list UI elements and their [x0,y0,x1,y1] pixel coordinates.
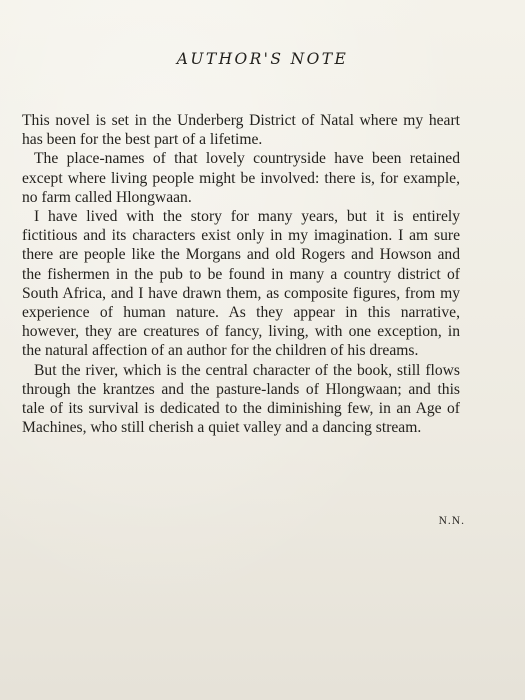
paragraph: This novel is set in the Underberg District of Natal where my heart has been for the best part of a lifetime. [22,112,460,149]
paragraph: But the river, which is the central character of the book, still flows through the krantzes and the pasture-lands of Hlongwaan; and this tale of its survival is dedicated to the diminishing few, in an Age of Machines, who still cherish a quiet valley and a dancing stream. [22,361,460,437]
page-heading: AUTHOR'S NOTE [176,50,349,68]
paragraph: The place-names of that lovely countryside have been retained except where living people might be involved: there is, for example, no farm called Hlongwaan. [22,150,460,206]
note-body [22,111,460,437]
author-initials: N.N. [438,515,465,527]
paragraph: I have lived with the story for many years, but it is entirely fictitious and its characters exist only in my imagination. I am sure there are people like the Morgans and old Rogers and Howson and the fishermen in the pub to be found in many a country district of South Africa, and I have drawn them, as composite figures, from my experience of human nature. As they appear in this narrative, however, they are creatures of fancy, living, with one exception, in the natural affection of an author for the children of his dreams. [22,208,460,360]
